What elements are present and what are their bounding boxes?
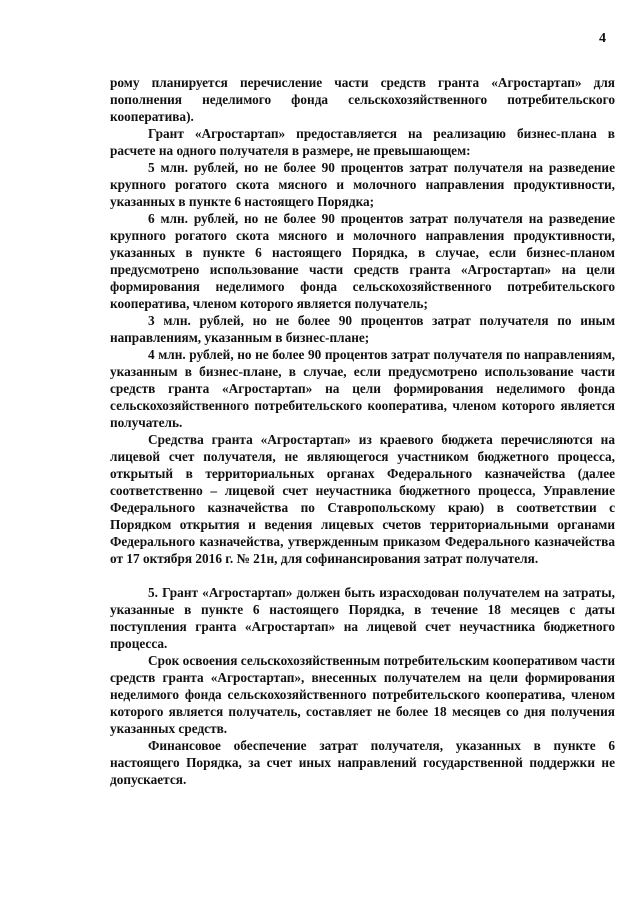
paragraph-financing: Финансовое обеспечение затрат получателя, указанных в пункте 6 настоящего Порядка, за счет иных направлений государственной поддержки не допускается. [110,738,615,787]
paragraph-continuation: рому планируется перечисление части средств гранта «Агростартап» для пополнения неделимого фонда сельскохозяйственного потребительского кооператива). [110,75,615,124]
paragraph-5mln: 5 млн. рублей, но не более 90 процентов затрат получателя на разведение крупного рогатого скота мясного и молочного направления продуктивности, указанных в пункте 6 настоящего Порядка; [110,160,615,209]
paragraph-3mln: 3 млн. рублей, но не более 90 процентов затрат получателя по иным направлениям, указанным в бизнес-плане; [110,313,615,345]
paragraph-4mln: 4 млн. рублей, но не более 90 процентов затрат получателя по направлениям, указанным в бизнес-плане, в случае, если предусмотрено использование части средств гранта «Агростартап» на цели формирования неделимого фонда сельскохозяйственного потребительского кооператива, членом которого является получатель. [110,347,615,430]
paragraph-6mln: 6 млн. рублей, но не более 90 процентов затрат получателя на разведение крупного рогатого скота мясного и молочного направления продуктивности, указанных в пункте 6 настоящего Порядка, в случае, если бизнес-планом предусмотрено использование части средств гранта «Агростартап» на цели формирования неделимого фонда сельскохозяйственного потребительского кооператива, членом которого является получатель; [110,211,615,311]
paragraph-funds-transfer: Средства гранта «Агростартап» из краевого бюджета перечисляются на лицевой счет получателя, не являющегося участником бюджетного процесса, открытый в территориальных органах Федерального казначейства (далее соответственно – лицевой счет неучастника бюджетного процесса, Управление Федерального казначейства по Ставропольскому краю) в соответствии с Порядком открытия и ведения лицевых счетов территориальными органами Федерального казначейства, утвержденным приказом Федерального казначейства от 17 октября 2016 г. № 21н, для софинансирования затрат получателя. [110,432,615,566]
paragraph-cooperative-term: Срок освоения сельскохозяйственным потребительским кооперативом части средств гранта «Агростартап», внесенных получателем на цели формирования неделимого фонда сельскохозяйственного потребительского кооператива, членом которого является получатель, составляет не более 18 месяцев со дня получения указанных средств. [110,653,615,736]
paragraph-item-5: 5. Грант «Агростартап» должен быть израсходован получателем на затраты, указанные в пункте 6 настоящего Порядка, в течение 18 месяцев с даты поступления гранта «Агростартап» на лицевой счет неучастника бюджетного процесса. [110,585,615,651]
paragraph-grant-amount: Грант «Агростартап» предоставляется на реализацию бизнес-плана в расчете на одного получателя в размере, не превышающем: [110,126,615,158]
body-text [110,74,615,788]
page-number: 4 [599,31,606,46]
